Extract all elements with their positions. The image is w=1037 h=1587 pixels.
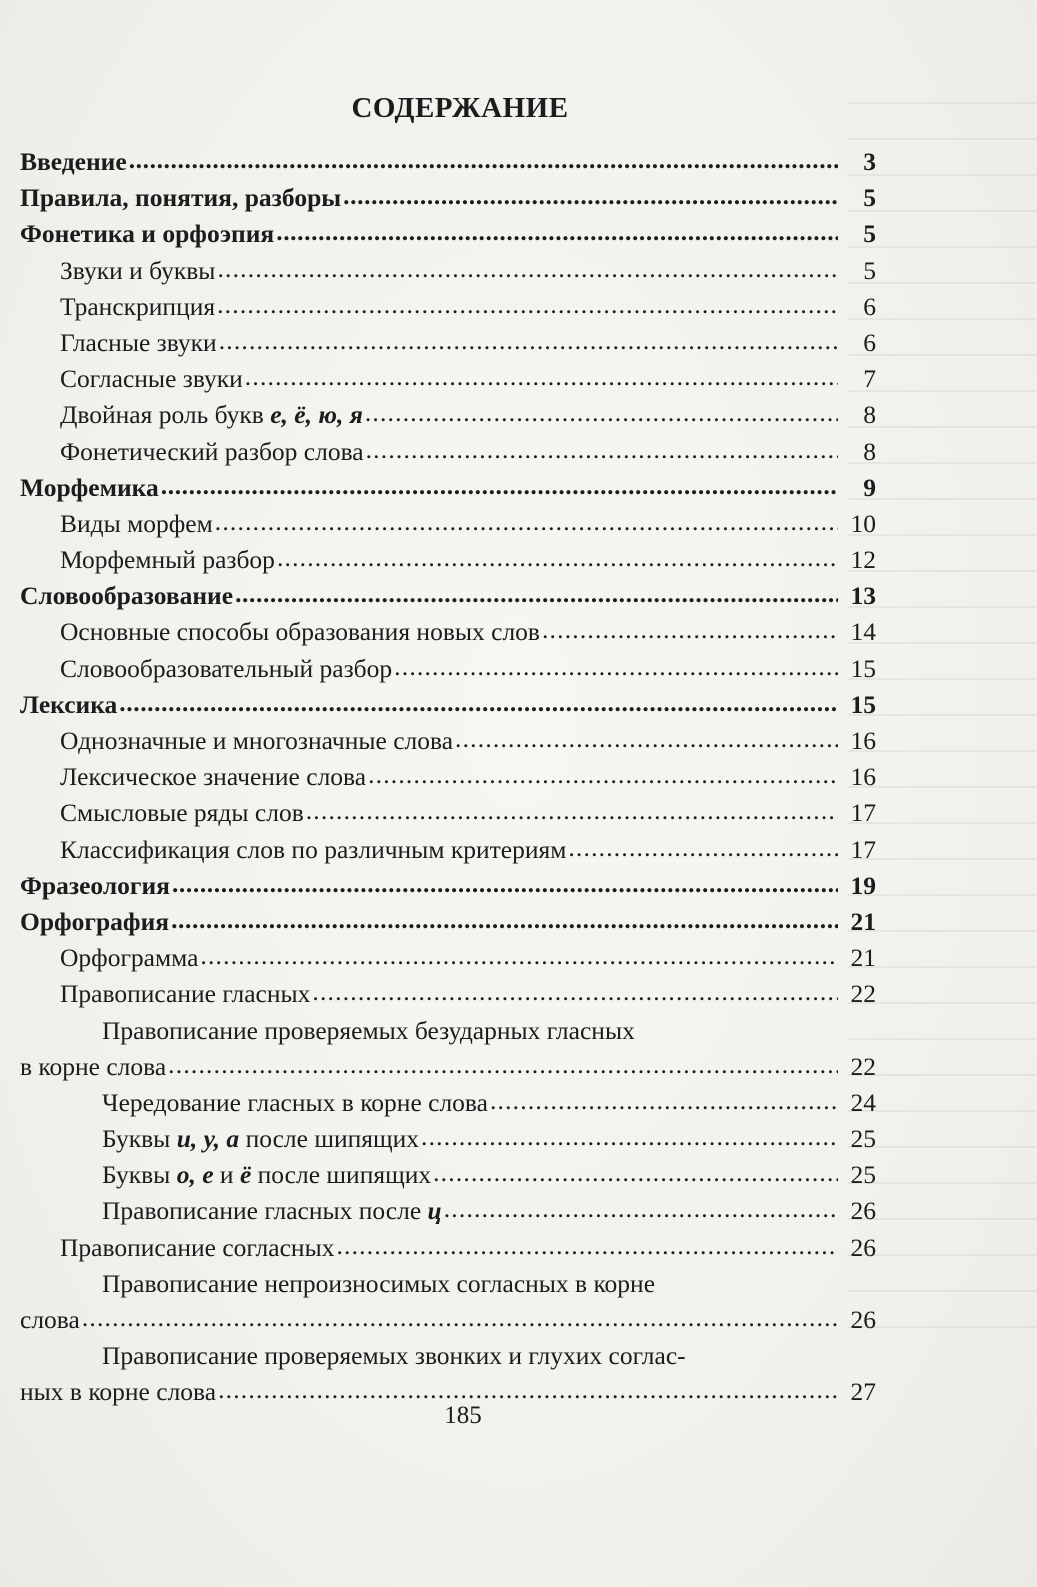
toc-entry-page: 16	[850, 726, 876, 755]
toc-entry-page: 26	[850, 1305, 876, 1334]
toc-entry-title: Основные способы образования новых слов	[60, 617, 540, 647]
toc-entry[interactable]	[20, 904, 876, 940]
toc-entry-page: 10	[850, 508, 876, 538]
leader-dots	[455, 721, 838, 757]
toc-entry-title: Гласные звуки	[60, 327, 217, 357]
toc-entry-continuation[interactable]	[20, 1302, 876, 1338]
toc-entry[interactable]	[20, 470, 876, 506]
leader-dots	[336, 1228, 838, 1264]
toc-entry-page: 16	[850, 762, 876, 792]
toc-entry[interactable]	[20, 1230, 876, 1266]
page-number: 185	[444, 1402, 482, 1429]
toc-entry-page: 17	[850, 834, 876, 864]
toc-entry-title: Лексика	[20, 689, 118, 719]
toc-entry-title: Транскрипция	[60, 291, 216, 321]
toc-entry-title: Правописание непроизносимых согласных в корне	[102, 1268, 656, 1298]
toc-entry-page: 7	[863, 364, 876, 394]
toc-entry-title: Классификация слов по различным критериям	[60, 834, 567, 864]
leader-dots	[200, 938, 838, 974]
toc-entry-text: Правописание гласных после	[102, 1196, 428, 1226]
toc-entry[interactable]	[20, 795, 876, 831]
leader-dots	[168, 1047, 838, 1083]
toc-entry-text: после шипящих	[251, 1160, 432, 1190]
toc-entry[interactable]	[20, 1157, 876, 1193]
toc-entry[interactable]	[20, 289, 876, 325]
toc-entry-text: Буквы	[102, 1160, 177, 1190]
leader-dots	[276, 214, 838, 250]
leader-dots	[542, 612, 838, 648]
toc-entry-title: Словообразовательный разбор	[60, 653, 393, 683]
toc-entry[interactable]	[20, 542, 876, 578]
toc-entry[interactable]	[20, 687, 876, 723]
leader-dots	[277, 540, 838, 576]
emphasized-letters: о, е	[176, 1160, 214, 1190]
toc-entry-page: 25	[850, 1124, 876, 1154]
toc-entry-page: 27	[850, 1377, 876, 1407]
toc-entry-title: Чередование гласных в корне слова	[102, 1087, 488, 1117]
toc-entry-continuation[interactable]	[20, 1049, 876, 1085]
toc-entry[interactable]	[20, 868, 876, 904]
toc-entry-page: 26	[850, 1232, 876, 1262]
toc-entry-title: Правописание согласных	[60, 1232, 335, 1262]
leader-dots	[215, 504, 838, 540]
emphasized-letters: ц	[427, 1196, 442, 1226]
toc-entry[interactable]	[20, 832, 876, 868]
toc-entry-page: 15	[850, 689, 876, 719]
toc-entry-title: Морфемика	[20, 472, 159, 502]
toc-entry-page: 22	[850, 1051, 876, 1081]
toc-entry-title: ных в корне слова	[20, 1377, 217, 1407]
toc-entry[interactable]	[20, 614, 876, 650]
toc-entry-text: после шипящих	[239, 1124, 420, 1154]
toc-entry-page: 5	[863, 219, 876, 249]
toc-entry[interactable]	[20, 506, 876, 542]
emphasized-letters: е, ё, ю, я	[270, 400, 363, 430]
toc-entry-title: Фонетика и орфоэпия	[20, 219, 275, 249]
toc-entry-page: 5	[863, 183, 876, 213]
toc-entry[interactable]	[20, 434, 876, 470]
toc-entry-title: Согласные звуки	[60, 364, 243, 394]
toc-entry[interactable]	[20, 144, 876, 180]
toc-entry-title: Звуки и буквы	[60, 255, 216, 285]
toc-entry-title: Однозначные и многозначные слова	[60, 726, 454, 755]
toc-entry-page: 8	[863, 400, 876, 430]
toc-entry-title: Смысловые ряды слов	[60, 798, 304, 828]
toc-entry-text: Буквы	[102, 1124, 177, 1154]
leader-dots	[490, 1083, 838, 1119]
toc-entry-title: Правописание проверяемых безударных гласных	[102, 1015, 635, 1045]
toc-entry-title	[102, 1193, 442, 1229]
leader-dots	[217, 287, 838, 323]
leader-dots	[129, 142, 838, 178]
toc-entry-title: Правила, понятия, разборы	[20, 183, 342, 213]
toc-entry[interactable]	[20, 325, 876, 361]
leader-dots	[119, 685, 838, 721]
toc-entry-page: 22	[850, 979, 876, 1009]
leader-dots	[433, 1155, 838, 1191]
toc-entry-first-line[interactable]	[20, 1338, 876, 1374]
toc-entry-page: 6	[863, 327, 876, 357]
toc-entry[interactable]	[20, 1085, 876, 1121]
leader-dots	[172, 866, 838, 902]
toc-entry-page: 26	[850, 1196, 876, 1226]
leader-dots	[312, 974, 838, 1010]
toc-entry-title: Введение	[20, 147, 127, 176]
leader-dots	[368, 757, 838, 793]
leader-dots	[444, 1191, 838, 1227]
toc-entry[interactable]	[20, 1121, 876, 1157]
toc-entry-title: Орфограмма	[60, 943, 199, 973]
toc-entry-first-line[interactable]	[20, 1266, 876, 1302]
toc-entry-page: 6	[863, 291, 876, 321]
leader-dots	[366, 432, 838, 468]
toc-entry[interactable]	[20, 578, 876, 614]
toc-entry-page: 12	[850, 545, 876, 575]
toc-entry-page: 21	[850, 906, 876, 936]
toc-entry-title: Правописание гласных	[60, 979, 311, 1009]
leader-dots	[343, 178, 838, 214]
toc-entry-page: 15	[850, 653, 876, 683]
leader-dots	[365, 395, 838, 431]
leader-dots	[217, 251, 838, 287]
toc-entry-title	[102, 1121, 419, 1157]
page-title: СОДЕРЖАНИЕ	[351, 92, 569, 124]
toc-entry-title: Словообразование	[20, 581, 234, 611]
toc-entry[interactable]	[20, 759, 876, 795]
toc-entry-title: Фонетический разбор слова	[60, 436, 364, 466]
toc-entry-title: Орфография	[20, 906, 170, 936]
leader-dots	[235, 576, 838, 612]
toc-entry-page: 24	[850, 1087, 876, 1117]
toc-entry-page: 5	[863, 255, 876, 285]
toc-entry[interactable]	[20, 361, 876, 397]
toc-entry[interactable]	[20, 180, 876, 216]
toc-entry-page: 13	[850, 581, 876, 611]
toc-entry[interactable]	[20, 940, 876, 976]
toc-entry-first-line[interactable]	[20, 1013, 876, 1049]
leader-dots	[306, 793, 838, 829]
table-of-contents	[20, 144, 876, 1411]
leader-dots	[245, 359, 838, 395]
toc-entry[interactable]	[20, 397, 876, 433]
leader-dots	[568, 830, 838, 866]
toc-entry-title: Виды морфем	[60, 508, 213, 538]
toc-entry-title: Морфемный разбор	[60, 545, 275, 575]
toc-entry-page: 21	[850, 943, 876, 973]
toc-entry[interactable]	[20, 651, 876, 687]
toc-entry-text: и	[213, 1160, 240, 1190]
toc-entry-title: Правописание проверяемых звонких и глухих соглас-	[102, 1341, 686, 1371]
toc-entry-title: Лексическое значение слова	[60, 762, 367, 792]
toc-entry-title	[60, 397, 363, 433]
toc-entry[interactable]	[20, 723, 876, 759]
toc-entry[interactable]	[20, 216, 876, 252]
toc-entry-page: 3	[863, 147, 876, 176]
toc-entry-title: слова	[20, 1305, 80, 1334]
toc-entry[interactable]	[20, 1193, 876, 1229]
toc-entry-text: Двойная роль букв	[60, 400, 271, 430]
emphasized-letters: и, у, а	[176, 1124, 240, 1154]
leader-dots	[394, 649, 838, 685]
leader-dots	[82, 1300, 838, 1336]
toc-entry[interactable]	[20, 976, 876, 1012]
toc-entry[interactable]	[20, 253, 876, 289]
leader-dots	[161, 468, 838, 504]
toc-entry-page: 25	[850, 1160, 876, 1190]
toc-entry-page: 19	[850, 870, 876, 900]
toc-entry-page: 17	[850, 798, 876, 828]
leader-dots	[171, 902, 838, 938]
toc-entry-page: 8	[863, 436, 876, 466]
toc-entry-title: Фразеология	[20, 870, 170, 900]
toc-entry-page: 14	[850, 617, 876, 647]
leader-dots	[421, 1119, 838, 1155]
toc-entry-page: 9	[863, 472, 876, 502]
toc-entry-title: в корне слова	[20, 1051, 167, 1081]
toc-entry-title	[102, 1157, 431, 1193]
leader-dots	[219, 323, 838, 359]
emphasized-letters: ё	[239, 1160, 252, 1190]
